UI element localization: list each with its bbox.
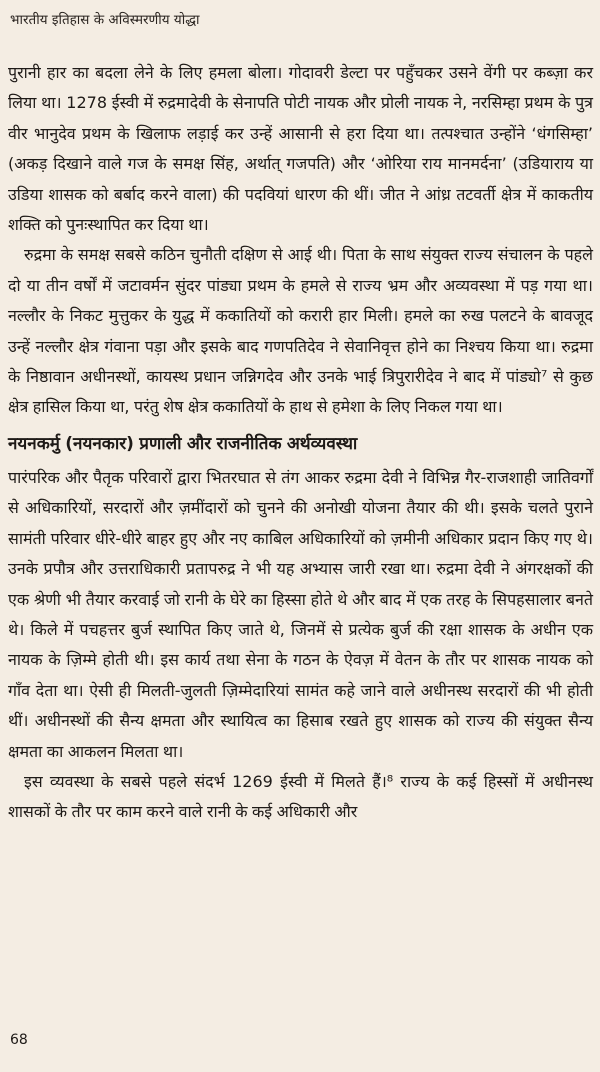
paragraph-1: पुरानी हार का बदला लेने के लिए हमला बोला। गोदावरी डेल्टा पर पहुँचकर उसने वेंगी पर कब्ज़ा कर लिया था। 1278 ईस्वी में रुद्रमादेवी के सेनापति पोटी नायक और प्रोली नायक ने, नरसिम्हा प्रथम के पुत्र वीर भानुदेव प्रथम के खिलाफ लड़ाई कर उन्हें आसानी से हरा दिया था। तत्पश्चात उन्होंने ‘धंगसिम्हा’ (अकड़ दिखाने वाले गज के समक्ष सिंह, अर्थात् गजपति) और ‘ओरिया राय मानमर्दना’ (उडियाराय या उडिया शासक को बर्बाद करने वाला) की पदवियां धारण की थीं। जीत ने आंध्र तटवर्ती क्षेत्र में काकतीय शक्ति को पुनःस्थापित कर दिया था। — [8, 63, 593, 235]
paragraph-4: इस व्यवस्था के सबसे पहले संदर्भ 1269 ईस्वी में मिलते हैं।⁸ राज्य के कई हिस्सों में अधीनस्थ शासकों के तौर पर काम करने वाले रानी के कई अधिकारी और — [8, 771, 593, 822]
paragraph-3: पारंपरिक और पैतृक परिवारों द्वारा भितरघात से तंग आकर रुद्रमा देवी ने विभिन्न गैर-राजशाही जातिवर्गों से अधिकारियों, सरदारों और ज़मींदारों को चुनने की अनोखी योजना तैयार की थी। इसके चलते पुराने सामंती परिवार धीरे-धीरे बाहर हुए और नए काबिल अधिकारियों को ज़मीनी अधिकार प्रदान किए गए थे। उनके प्रपौत्र और उत्तराधिकारी प्रतापरुद्र ने भी यह अभ्यास जारी रखा था। रुद्रमा देवी ने अंगरक्षकों की एक श्रेणी भी तैयार करवाई जो रानी के घेरे का हिस्सा होते थे और बाद में एक तरह के सिपहसालार बनते थे। किले में पचहत्तर बुर्ज स्थापित किए जाते थे, जिनमें से प्रत्येक बुर्ज की रक्षा शासक के अधीन एक नायक के ज़िम्मे होती थी। इस कार्य तथा सेना के गठन के ऐवज़ में वेतन के तौर पर शासक नायक को गाँव देता था। ऐसी ही मिलती-जुलती ज़िम्मेदारियां सामंत कहे जाने वाले अधीनस्थ सरदारों की भी होती थीं। अधीनस्थों की सैन्य क्षमता और स्थायित्व का हिसाब रखते हुए शासक को राज्य की संयुक्त सैन्य क्षमता का आकलन मिलता था। — [8, 467, 593, 761]
paragraph-2: रुद्रमा के समक्ष सबसे कठिन चुनौती दक्षिण से आई थी। पिता के साथ संयुक्त राज्य संचालन के पहले दो या तीन वर्षों में जटावर्मन सुंदर पांड्या प्रथम के हमले से राज्य भ्रम और अव्यवस्था में पड़ गया था। नल्लौर के निकट मुत्तुकर के युद्ध में ककातियों को करारी हार मिली। हमले का रुख पलटने के बावजूद उन्हें नल्लौर क्षेत्र गंवाना पड़ा और इसके बाद गणपतिदेव ने सेवानिवृत्त होने का निश्चय किया था। रुद्रमा के निष्ठावान अधीनस्थों, कायस्थ प्रधान जन्निगदेव और उनके भाई त्रिपुरारीदेव ने बाद में पांड्यो⁷ से कुछ क्षेत्र हासिल किया था, परंतु शेष क्षेत्र ककातियों के हाथ से हमेशा के लिए निकल गया था। — [8, 245, 593, 417]
section-heading: नयनकर्मु (नयनकार) प्रणाली और राजनीतिक अर्थव्यवस्था — [8, 433, 358, 454]
running-header: भारतीय इतिहास के अविस्मरणीय योद्धा — [10, 12, 200, 28]
page-number: 68 — [10, 1032, 28, 1048]
body-text — [8, 58, 593, 828]
